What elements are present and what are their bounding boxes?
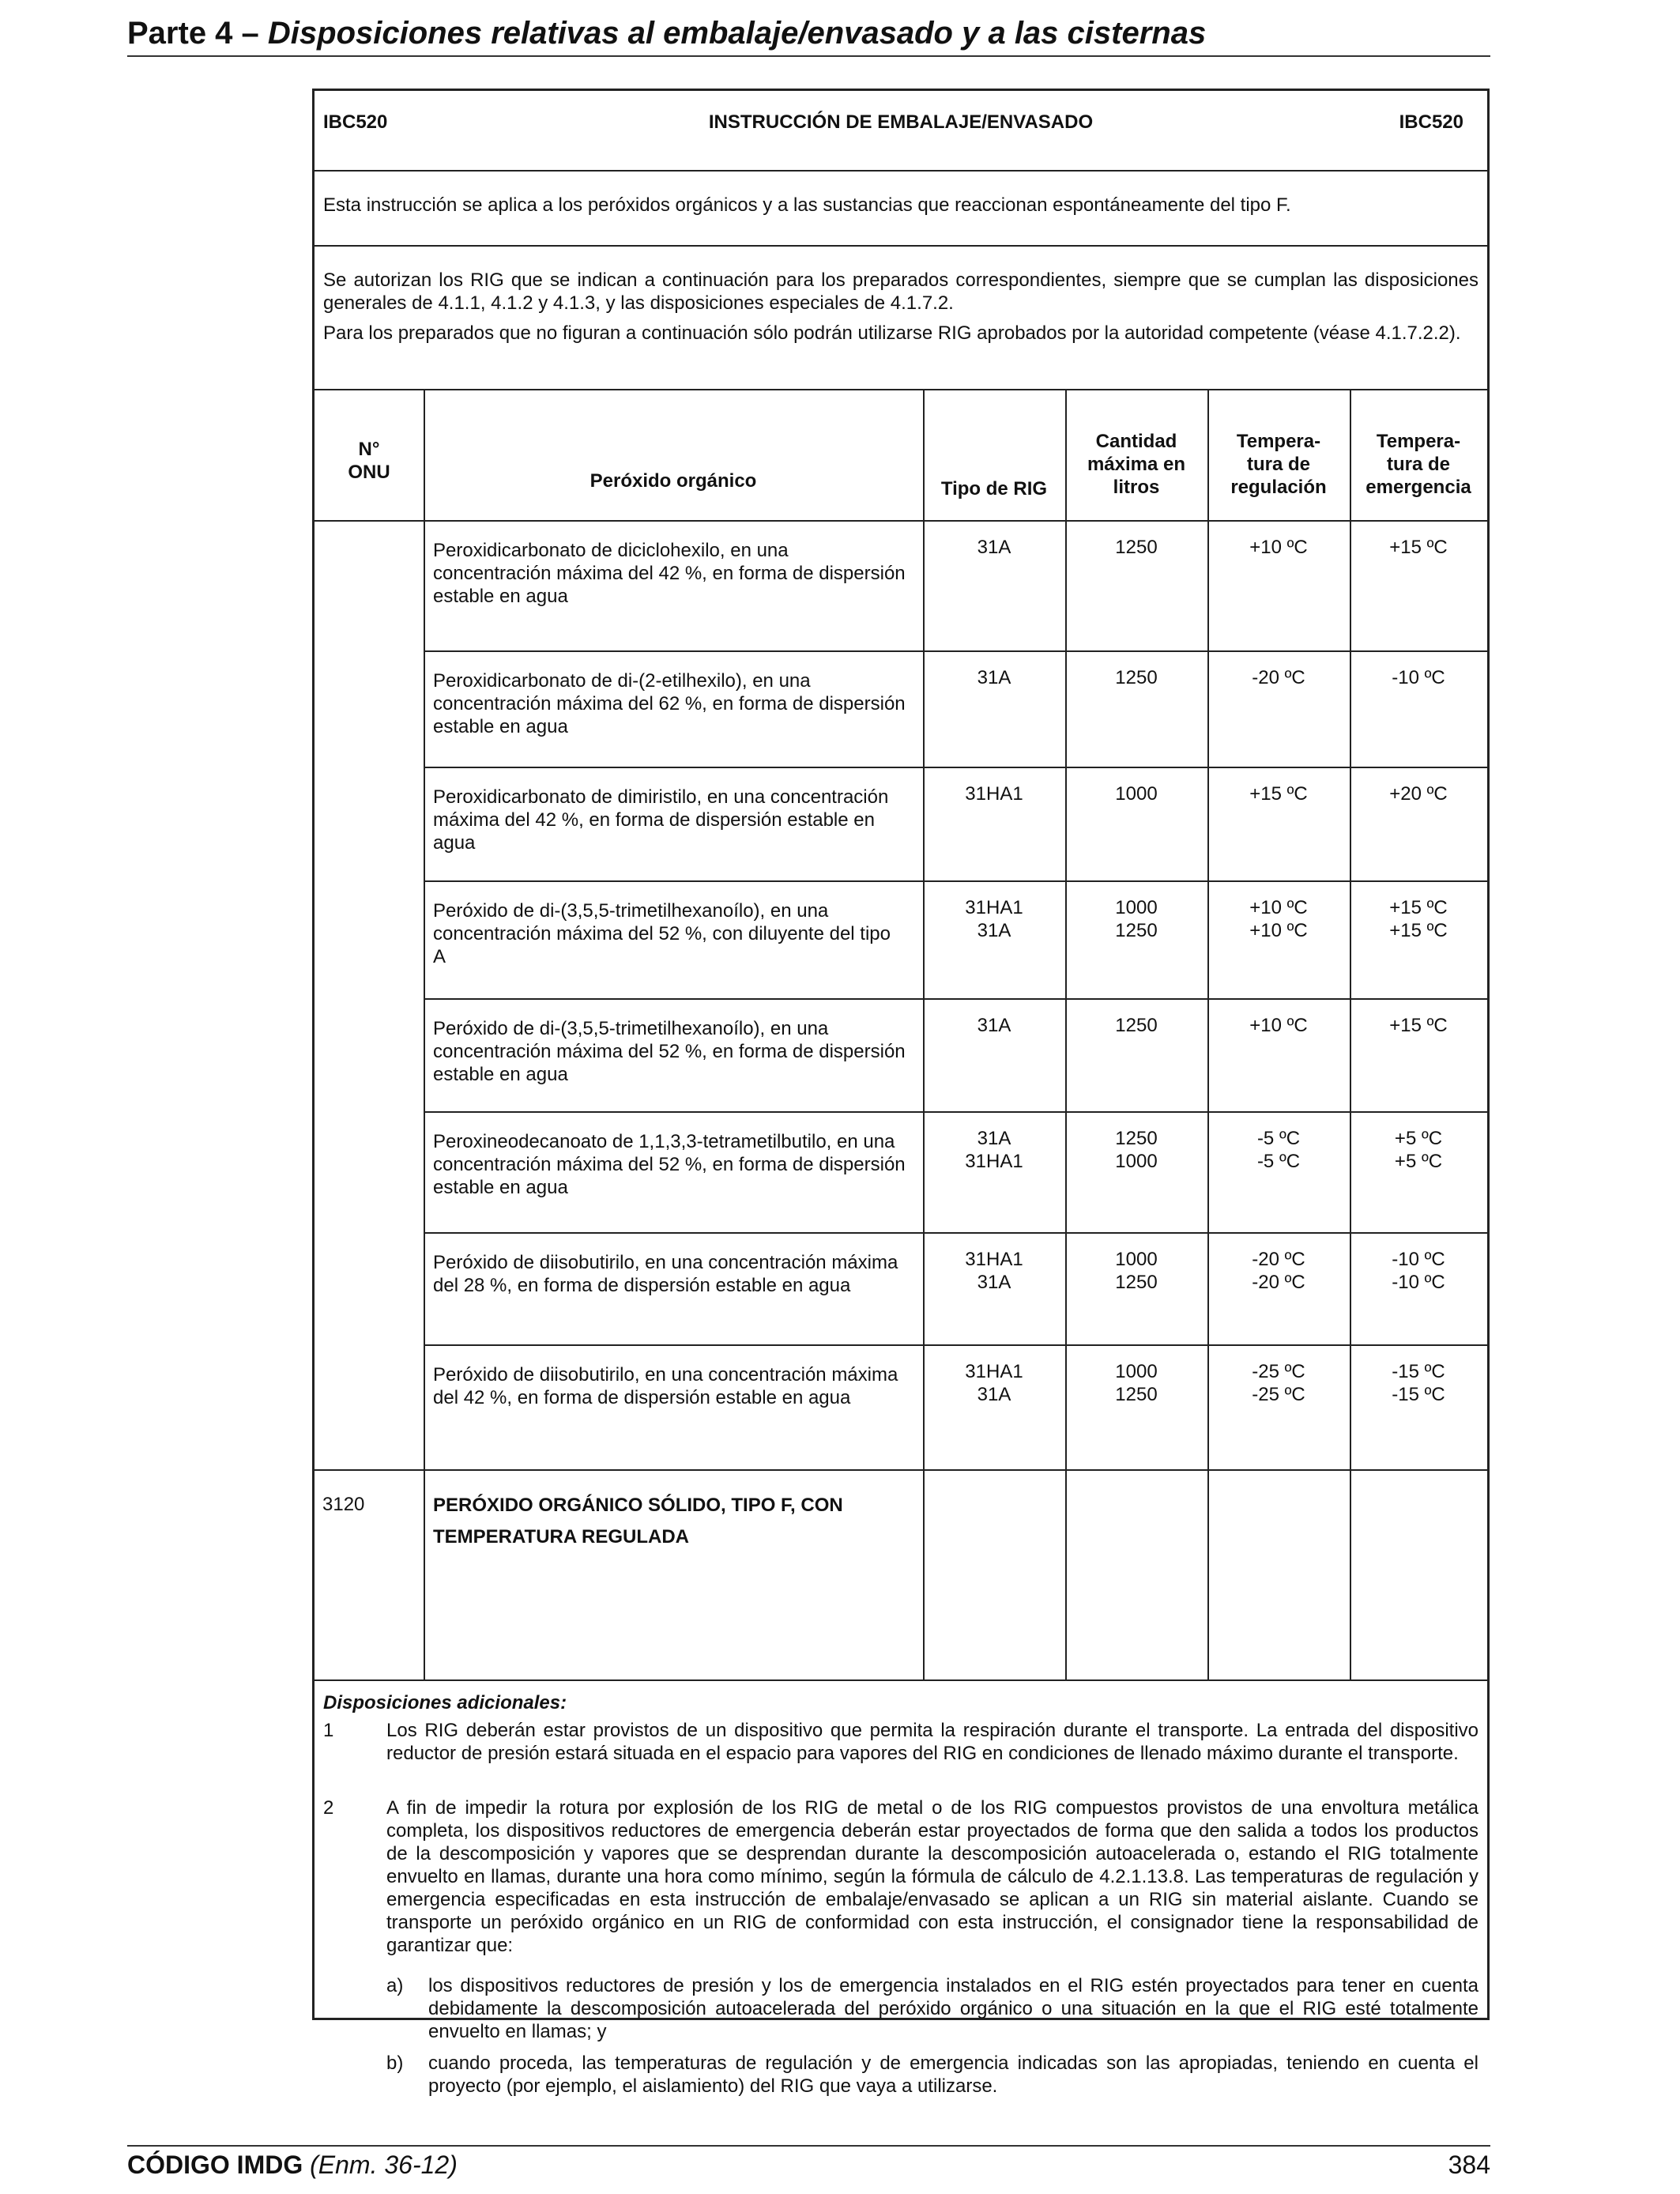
max-quantity: 1250 1000 [1115,1128,1158,1172]
page-footer [127,2145,1490,2183]
ibc-type: 31HA1 31A [965,1361,1023,1405]
control-temperature: +10 ºC [1249,1015,1308,1036]
peroxide-description: Peroxidicarbonato de dimiristilo, en una concentración máxima del 42 %, en forma de dispersión estable en agua [433,786,889,854]
header-max-quantity: Cantidad máxima en litros [1087,431,1186,498]
ibc-type: 31A [977,537,1011,558]
instruction-title-row [315,91,1487,172]
item-text-1: Los RIG deberán estar provistos de un dispositivo que permita la respiración durante el transporte. La entrada del dispositivo reductor de presión estará situada en el espacio para vapores del RIG en condiciones de llenado máximo durante el transporte. [386,1720,1478,1764]
item-number-1: 1 [323,1720,334,1741]
control-temperature: -5 ºC -5 ºC [1256,1128,1301,1172]
peroxide-description: Peróxido de diisobutirilo, en una concentración máxima del 28 %, en forma de dispersión estable en agua [433,1252,898,1296]
table-row-divider [424,880,1487,882]
ibc-type: 31A [977,1015,1011,1036]
table-row-divider [424,1111,1487,1113]
max-quantity: 1250 [1115,667,1158,688]
instruction-code-left: IBC520 [323,111,388,133]
substance-name: PERÓXIDO ORGÁNICO SÓLIDO, TIPO F, CON TEMPERATURA REGULADA [433,1495,843,1547]
table-row-divider [424,767,1487,768]
table-header-divider [315,520,1487,522]
item-text-2: A fin de impedir la rotura por explosión de los RIG de metal o de los RIG compuestos provistos de una envoltura metálica completa, los dispositivos reductores de emergencia deberán estar proyectados de forma que den salida a todos los productos de la descomposición y vapores que se desprendan durante la descomposición autoacelerada o, estando el RIG totalmente envuelto en llamas, durante una hora como mínimo, según la fórmula de cálculo de 4.2.1.13.8. Las temperaturas de regulación y emergencia especificadas en esta instrucción de embalaje/envasado se aplican a un RIG sin material aislante. Cuando se transporte un peróxido orgánico en un RIG de conformidad con esta instrucción, el consignador tiene la responsabilidad de garantizar que: [386,1797,1478,1956]
authorization-row [315,247,1487,390]
un-number: 3120 [322,1494,365,1515]
header-un-number: N° ONU [348,439,390,483]
ibc-type: 31HA1 [965,783,1023,805]
table-row-divider [424,998,1487,1000]
intro-row [315,172,1487,247]
control-temperature: +10 ºC [1249,537,1308,558]
instruction-title: INSTRUCCIÓN DE EMBALAJE/ENVASADO [708,111,1094,133]
subitem-label-a: a) [386,1975,404,1996]
ibc-type: 31HA1 31A [965,897,1023,941]
emergency-temperature: +15 ºC [1389,1015,1448,1036]
peroxide-description: Peróxido de di-(3,5,5-trimetilhexanoílo), en una concentración máxima del 52 %, en forma de dispersión estable en agua [433,1018,906,1085]
subitem-text-a: los dispositivos reductores de presión y los de emergencia instalados en el RIG estén proyectados para tener en cuenta debidamente la descomposición autoacelerada del peróxido orgánico o una situación en la que el RIG esté totalmente envuelto en llamas; y [428,1975,1478,2042]
ibc-type: 31HA1 31A [965,1249,1023,1293]
emergency-temperature: +5 ºC +5 ºC [1394,1128,1443,1172]
control-temperature: -25 ºC -25 ºC [1252,1361,1305,1405]
part-label: Parte 4 – [127,16,268,51]
page-header [127,11,1490,57]
peroxide-description: Peróxido de diisobutirilo, en una concentración máxima del 42 %, en forma de dispersión estable en agua [433,1364,898,1408]
authorization-text-2: Para los preparados que no figuran a continuación sólo podrán utilizarse RIG aprobados por la autoridad competente (véase 4.1.7.2.2). [323,322,1461,344]
control-temperature: +10 ºC +10 ºC [1249,897,1308,941]
control-temperature: +15 ºC [1249,783,1308,805]
emergency-temperature: -15 ºC -15 ºC [1392,1361,1445,1405]
emergency-temperature: -10 ºC -10 ºC [1392,1249,1445,1293]
item-number-2: 2 [323,1797,334,1819]
header-emergency-temperature: Tempera- tura de emergencia [1365,431,1471,498]
peroxide-description: Peróxido de di-(3,5,5-trimetilhexanoílo), en una concentración máxima del 52 %, con diluyente del tipo A [433,900,891,967]
additional-provisions [315,1679,1487,2097]
max-quantity: 1000 1250 [1115,897,1158,941]
peroxide-description: Peroxineodecanoato de 1,1,3,3-tetrametilbutilo, en una concentración máxima del 52 %, en forma de dispersión estable en agua [433,1131,906,1198]
max-quantity: 1250 [1115,537,1158,558]
intro-text: Esta instrucción se aplica a los peróxidos orgánicos y a las sustancias que reaccionan espontáneamente del tipo F. [323,194,1291,216]
footer-edition: (Enm. 36-12) [303,2151,458,2179]
max-quantity: 1250 [1115,1015,1158,1036]
instruction-box [312,89,1490,2097]
peroxide-description: Peroxidicarbonato de diciclohexilo, en una concentración máxima del 42 %, en forma de dispersión estable en agua [433,540,906,607]
page-number: 384 [1448,2151,1490,2179]
emergency-temperature: -10 ºC [1392,667,1445,688]
footer-code: CÓDIGO IMDG [127,2151,303,2179]
emergency-temperature: +20 ºC [1389,783,1448,805]
emergency-temperature: +15 ºC +15 ºC [1389,897,1448,941]
ibc-type: 31A [977,667,1011,688]
header-organic-peroxide: Peróxido orgánico [590,470,757,492]
table-column-divider [424,390,425,1679]
table-row-divider [424,1232,1487,1234]
subitem-text-b: cuando proceda, las temperaturas de regulación y de emergencia indicadas son las apropiadas, teniendo en cuenta el proyecto (por ejemplo, el aislamiento) del RIG que vaya a utilizarse. [428,2053,1478,2097]
instruction-code-right: IBC520 [1399,111,1463,133]
ibc-table [315,390,1487,1679]
control-temperature: -20 ºC [1252,667,1305,688]
max-quantity: 1000 1250 [1115,1249,1158,1293]
part-title: Disposiciones relativas al embalaje/envasado y a las cisternas [267,16,1207,51]
table-row-divider [315,1469,1487,1471]
max-quantity: 1000 1250 [1115,1361,1158,1405]
additional-title: Disposiciones adicionales: [323,1692,567,1713]
header-ibc-type: Tipo de RIG [940,478,1048,499]
authorization-text-1: Se autorizan los RIG que se indican a continuación para los preparados correspondientes, siempre que se cumplan las disposiciones generales de 4.1.1, 4.1.2 y 4.1.3, y las disposiciones especiales de 4.1.7.2. [323,270,1478,314]
emergency-temperature: +15 ºC [1389,537,1448,558]
table-row-divider [424,650,1487,652]
control-temperature: -20 ºC -20 ºC [1252,1249,1305,1293]
table-row-divider [424,1344,1487,1346]
peroxide-description: Peroxidicarbonato de di-(2-etilhexilo), en una concentración máxima del 62 %, en forma de dispersión estable en agua [433,670,906,737]
ibc-type: 31A 31HA1 [965,1128,1023,1172]
max-quantity: 1000 [1115,783,1158,805]
header-control-temperature: Tempera- tura de regulación [1230,431,1327,498]
subitem-label-b: b) [386,2053,404,2074]
